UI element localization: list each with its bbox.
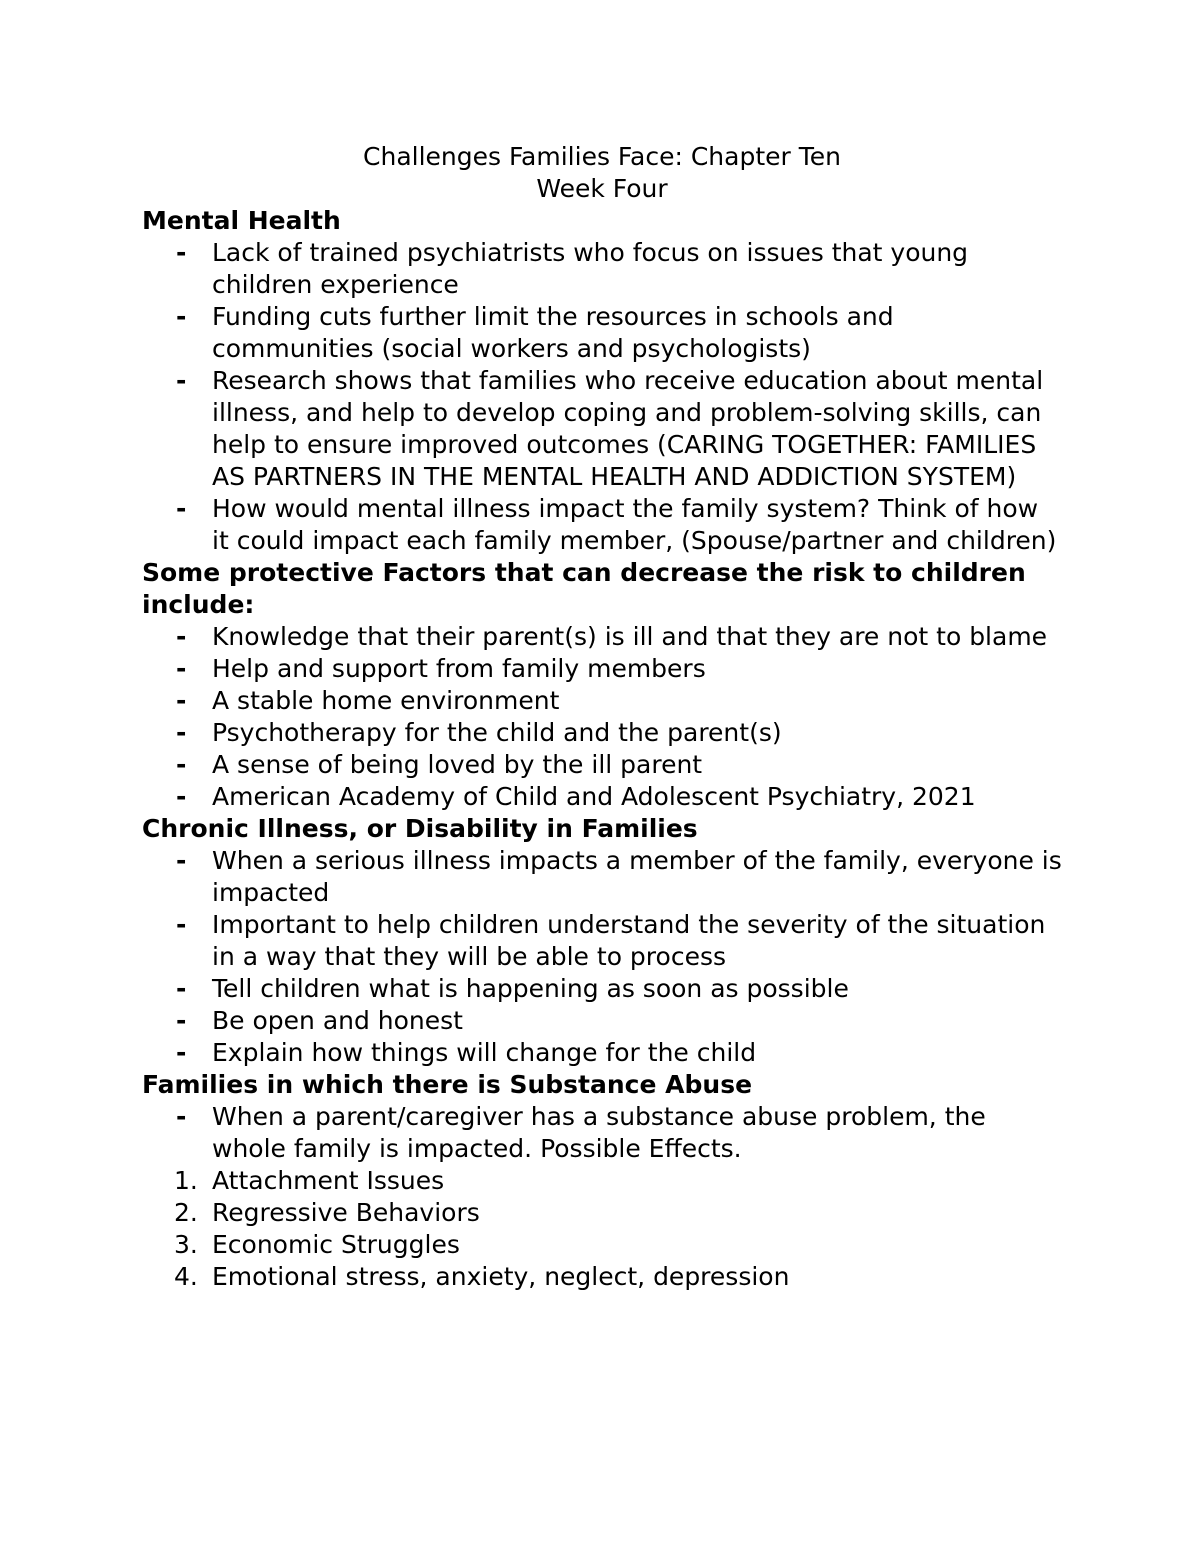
section-heading-protective-factors: Some protective Factors that can decrease the risk to children include: (142, 558, 1026, 619)
document-title: Challenges Families Face: Chapter Ten (363, 142, 841, 171)
numbered-item: 2. Regressive Behaviors (174, 1198, 480, 1227)
dash-bullet: - (176, 494, 187, 523)
item-number: 3. (174, 1230, 198, 1259)
item-number: 2. (174, 1198, 198, 1227)
list-item: - When a parent/caregiver has a substance abuse problem, the whole family is impacted. Possible Effects. (176, 1102, 986, 1163)
numbered-item: 3. Economic Struggles (174, 1230, 460, 1259)
dash-bullet: - (176, 238, 187, 267)
list-item: - How would mental illness impact the family system? Think of how it could impact each family member, (Spouse/partner and children) (176, 494, 1057, 555)
dash-bullet: - (176, 686, 187, 715)
list-item: - When a serious illness impacts a member of the family, everyone is impacted (176, 846, 1062, 907)
numbered-item: 1. Attachment Issues (174, 1166, 445, 1195)
list-item: - Psychotherapy for the child and the parent(s) (176, 718, 782, 747)
dash-bullet: - (176, 1102, 187, 1131)
mental-health-list (142, 237, 1062, 557)
list-item: - Explain how things will change for the child (176, 1038, 757, 1067)
list-item: - Funding cuts further limit the resources in schools and communities (social workers and psychologists) (176, 302, 894, 363)
list-item: - American Academy of Child and Adolescent Psychiatry, 2021 (176, 782, 976, 811)
list-item: - Lack of trained psychiatrists who focus on issues that young children experience (176, 238, 969, 299)
dash-bullet: - (176, 1038, 187, 1067)
section-heading-mental-health: Mental Health (142, 206, 341, 235)
dash-bullet: - (176, 974, 187, 1003)
item-number: 4. (174, 1262, 198, 1291)
substance-abuse-list (142, 1101, 1062, 1165)
document-subtitle: Week Four (536, 174, 668, 203)
section-heading-substance-abuse: Families in which there is Substance Abuse (142, 1070, 753, 1099)
dash-bullet: - (176, 366, 187, 395)
list-item: - Important to help children understand the severity of the situation in a way that they will be able to process (176, 910, 1046, 971)
list-item: - A sense of being loved by the ill parent (176, 750, 703, 779)
list-item: - A stable home environment (176, 686, 560, 715)
item-number: 1. (174, 1166, 198, 1195)
dash-bullet: - (176, 846, 187, 875)
dash-bullet: - (176, 654, 187, 683)
dash-bullet: - (176, 782, 187, 811)
list-item: - Knowledge that their parent(s) is ill and that they are not to blame (176, 622, 1048, 651)
dash-bullet: - (176, 750, 187, 779)
possible-effects-list (142, 1165, 1062, 1293)
dash-bullet: - (176, 910, 187, 939)
numbered-item: 4. Emotional stress, anxiety, neglect, depression (174, 1262, 790, 1291)
document-body (142, 141, 1062, 1293)
dash-bullet: - (176, 302, 187, 331)
protective-factors-list (142, 621, 1062, 813)
section-heading-chronic-illness: Chronic Illness, or Disability in Families (142, 814, 698, 843)
dash-bullet: - (176, 1006, 187, 1035)
dash-bullet: - (176, 718, 187, 747)
chronic-illness-list (142, 845, 1062, 1069)
list-item: - Research shows that families who receive education about mental illness, and help to develop coping and problem-solving skills, can help to ensure improved outcomes (CARING TOGETHER: FAMILIES AS PARTNERS IN THE MENTAL HEALTH AND ADDICTION SYSTEM) (176, 366, 1044, 491)
dash-bullet: - (176, 622, 187, 651)
list-item: - Tell children what is happening as soon as possible (176, 974, 849, 1003)
list-item: - Help and support from family members (176, 654, 706, 683)
list-item: - Be open and honest (176, 1006, 463, 1035)
